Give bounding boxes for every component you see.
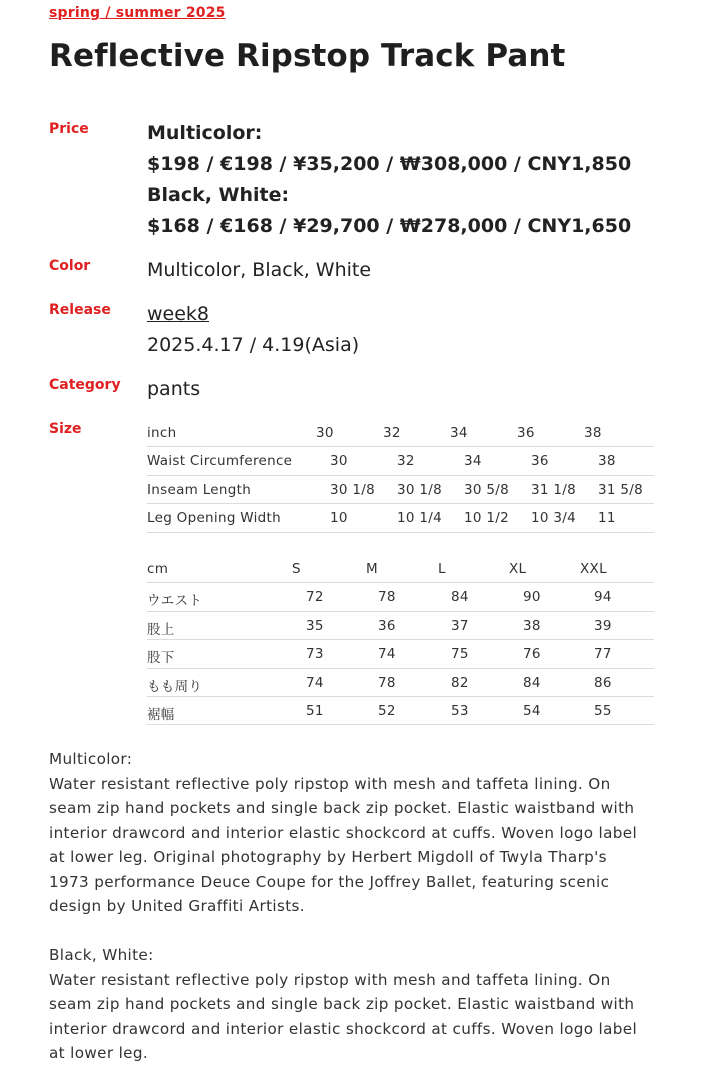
row-label: ウエスト bbox=[147, 593, 203, 610]
table-cell: 31 5/8 bbox=[598, 481, 643, 498]
price-label: Price bbox=[49, 121, 89, 137]
table-cell: 78 bbox=[378, 674, 396, 691]
price-line-2: $198 / €198 / ¥35,200 / ₩308,000 / CNY1,850 bbox=[147, 153, 632, 175]
table-cell: 78 bbox=[378, 589, 396, 606]
table-cell: 30 5/8 bbox=[464, 481, 509, 498]
size-header: 36 bbox=[517, 425, 535, 441]
table-cell: 86 bbox=[594, 674, 612, 691]
table-cell: 10 3/4 bbox=[531, 510, 576, 527]
description-heading: Multicolor: bbox=[49, 750, 133, 768]
table-cell: 51 bbox=[306, 702, 324, 719]
release-values bbox=[147, 299, 359, 361]
table-header-row bbox=[147, 555, 654, 583]
description-heading: Black, White: bbox=[49, 946, 154, 964]
description-black-white bbox=[49, 943, 649, 1066]
size-header: 34 bbox=[450, 425, 468, 441]
table-cell: 76 bbox=[523, 646, 541, 663]
table-row bbox=[147, 697, 654, 725]
size-header: 30 bbox=[316, 425, 334, 441]
price-line-4: $168 / €168 / ¥29,700 / ₩278,000 / CNY1,650 bbox=[147, 215, 632, 237]
table-cell: 30 1/8 bbox=[330, 481, 375, 498]
table-cell: 73 bbox=[306, 646, 324, 663]
size-header: 32 bbox=[383, 425, 401, 441]
unit-header: inch bbox=[147, 425, 177, 441]
table-cell: 54 bbox=[523, 702, 541, 719]
release-week-link[interactable]: week8 bbox=[147, 303, 210, 325]
table-row bbox=[147, 583, 654, 611]
size-header: M bbox=[366, 561, 378, 577]
size-table-inch bbox=[147, 419, 654, 533]
color-label: Color bbox=[49, 258, 91, 274]
table-cell: 36 bbox=[531, 453, 549, 470]
table-cell: 11 bbox=[598, 510, 616, 527]
description-multicolor bbox=[49, 747, 649, 919]
description-line: at lower leg. bbox=[49, 1044, 149, 1062]
description-line: seam zip hand pockets and single back zip pocket. Elastic waistband with bbox=[49, 799, 635, 817]
row-label: Inseam Length bbox=[147, 481, 252, 498]
row-label: 裾幅 bbox=[147, 706, 175, 723]
table-cell: 10 1/4 bbox=[397, 510, 442, 527]
table-cell: 77 bbox=[594, 646, 612, 663]
table-cell: 74 bbox=[306, 674, 324, 691]
size-label: Size bbox=[49, 421, 82, 437]
table-cell: 39 bbox=[594, 617, 612, 634]
size-table-cm bbox=[147, 555, 654, 725]
row-label: Waist Circumference bbox=[147, 453, 293, 470]
season-link[interactable]: spring / summer 2025 bbox=[49, 5, 226, 21]
table-row bbox=[147, 504, 654, 532]
table-cell: 30 1/8 bbox=[397, 481, 442, 498]
row-label: Leg Opening Width bbox=[147, 510, 281, 527]
table-cell: 52 bbox=[378, 702, 396, 719]
row-label: 股下 bbox=[147, 650, 175, 667]
table-cell: 10 bbox=[330, 510, 348, 527]
description-line: design by United Graffiti Artists. bbox=[49, 897, 305, 915]
table-row bbox=[147, 612, 654, 640]
table-cell: 74 bbox=[378, 646, 396, 663]
table-cell: 84 bbox=[523, 674, 541, 691]
size-header: L bbox=[438, 561, 446, 577]
description-line: 1973 performance Deuce Coupe for the Joffrey Ballet, featuring scenic bbox=[49, 872, 610, 891]
price-line-3: Black, White: bbox=[147, 184, 290, 206]
description-line: interior drawcord and interior elastic shockcord at cuffs. Woven logo label bbox=[49, 1019, 638, 1038]
description-line: at lower leg. Original photography by Herbert Migdoll of Twyla Tharp's bbox=[49, 848, 607, 866]
price-line-1: Multicolor: bbox=[147, 122, 263, 144]
size-header: 38 bbox=[584, 425, 602, 441]
table-cell: 72 bbox=[306, 589, 324, 606]
unit-header: cm bbox=[147, 561, 169, 577]
category-value: pants bbox=[147, 378, 201, 400]
row-label: 股上 bbox=[147, 621, 175, 638]
description-line: Water resistant reflective poly ripstop with mesh and taffeta lining. On bbox=[49, 970, 611, 989]
table-row bbox=[147, 447, 654, 475]
description-line: Water resistant reflective poly ripstop with mesh and taffeta lining. On bbox=[49, 774, 611, 793]
table-cell: 37 bbox=[451, 617, 469, 634]
table-cell: 32 bbox=[397, 453, 415, 470]
table-row bbox=[147, 669, 654, 697]
table-cell: 36 bbox=[378, 617, 396, 634]
color-value: Multicolor, Black, White bbox=[147, 259, 372, 281]
table-row bbox=[147, 476, 654, 504]
description-line: interior drawcord and interior elastic shockcord at cuffs. Woven logo label bbox=[49, 823, 638, 842]
table-cell: 55 bbox=[594, 702, 612, 719]
table-cell: 75 bbox=[451, 646, 469, 663]
table-cell: 35 bbox=[306, 617, 324, 634]
table-cell: 90 bbox=[523, 589, 541, 606]
row-label: もも周り bbox=[147, 678, 203, 695]
release-date: 2025.4.17 / 4.19(Asia) bbox=[147, 334, 360, 356]
description-line: seam zip hand pockets and single back zip pocket. Elastic waistband with bbox=[49, 995, 635, 1013]
table-cell: 30 bbox=[330, 453, 348, 470]
table-cell: 31 1/8 bbox=[531, 481, 576, 498]
table-cell: 38 bbox=[598, 453, 616, 470]
table-header-row bbox=[147, 419, 654, 447]
table-cell: 38 bbox=[523, 617, 541, 634]
category-label: Category bbox=[49, 377, 121, 393]
table-cell: 94 bbox=[594, 589, 612, 606]
table-cell: 84 bbox=[451, 589, 469, 606]
size-header: XXL bbox=[580, 561, 607, 577]
table-cell: 34 bbox=[464, 453, 482, 470]
table-cell: 82 bbox=[451, 674, 469, 691]
table-cell: 10 1/2 bbox=[464, 510, 509, 527]
table-cell: 53 bbox=[451, 702, 469, 719]
size-header: S bbox=[292, 561, 301, 577]
release-label: Release bbox=[49, 302, 111, 318]
size-header: XL bbox=[509, 561, 527, 577]
page-title: Reflective Ripstop Track Pant bbox=[49, 38, 566, 74]
price-values bbox=[147, 118, 631, 242]
table-row bbox=[147, 640, 654, 668]
